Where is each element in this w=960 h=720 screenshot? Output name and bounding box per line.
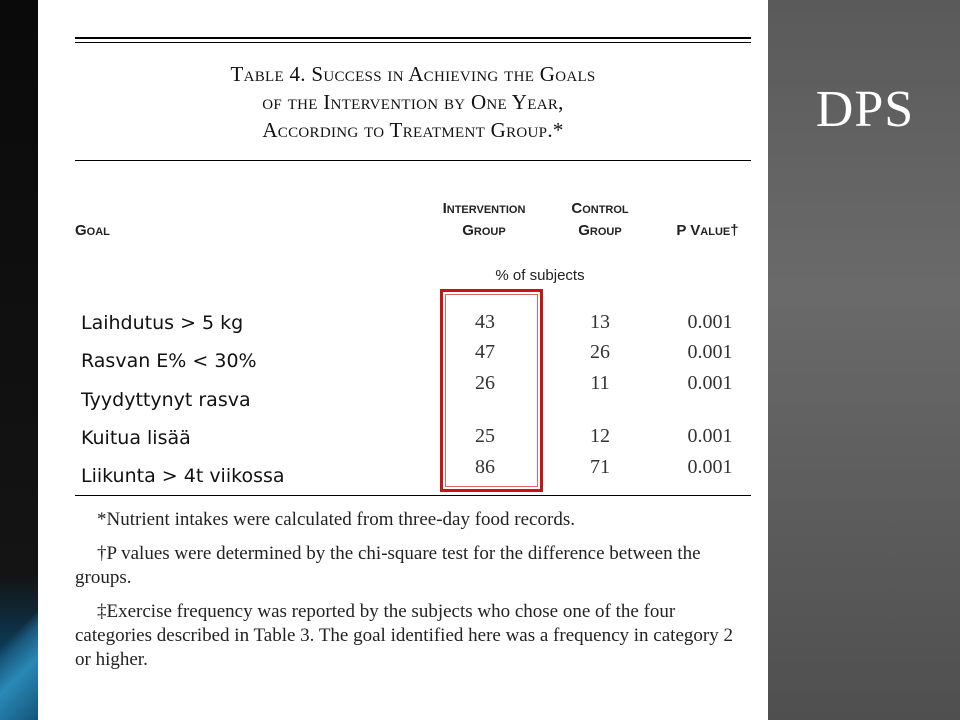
control-value: 12 xyxy=(590,425,610,447)
table-caption-line2: of the Intervention by One Year, xyxy=(262,90,564,114)
goal-label: Laihdutus > 5 kg xyxy=(81,312,244,334)
caption-rule xyxy=(75,160,751,161)
p-value: 0.001 xyxy=(687,341,733,363)
footnote-3: ‡Exercise frequency was reported by the subjects who chose one of the four categories described in Table 3. The goal identified here was a frequency in category 2 or higher. xyxy=(75,601,733,670)
header-control xyxy=(550,198,650,242)
footnote-1: *Nutrient intakes were calculated from three-day food records. xyxy=(97,509,575,530)
table-caption xyxy=(75,60,751,144)
header-intervention-line1: Intervention xyxy=(442,200,526,217)
table-caption-line3: According to Treatment Group.* xyxy=(262,118,564,142)
header-intervention-line2: Group xyxy=(462,222,506,239)
intervention-highlight-box xyxy=(440,289,543,492)
top-double-rule-2 xyxy=(75,42,751,43)
intervention-value: 47 xyxy=(475,341,495,363)
intervention-value: 25 xyxy=(475,425,495,447)
table-caption-line1: Table 4. Success in Achieving the Goals xyxy=(230,62,596,86)
slide-title: DPS xyxy=(815,81,915,138)
control-value: 11 xyxy=(590,372,610,394)
intervention-value: 43 xyxy=(475,311,495,333)
goal-label: Tyydyttynyt rasva xyxy=(81,389,251,411)
header-intervention xyxy=(420,198,548,242)
header-goal: Goal xyxy=(75,222,110,239)
footnote-2: †P values were determined by the chi-square test for the difference between the groups. xyxy=(75,543,701,588)
teal-corner-decoration xyxy=(0,600,38,720)
p-value: 0.001 xyxy=(687,456,733,478)
intervention-value: 26 xyxy=(475,372,495,394)
header-control-line1: Control xyxy=(571,200,629,217)
top-double-rule-1 xyxy=(75,37,751,39)
goal-label: Liikunta > 4t viikossa xyxy=(81,465,285,487)
p-value: 0.001 xyxy=(687,425,733,447)
control-value: 13 xyxy=(590,311,610,333)
control-value: 26 xyxy=(590,341,610,363)
goal-label: Rasvan E% < 30% xyxy=(81,350,257,372)
header-control-line2: Group xyxy=(578,222,622,239)
header-pvalue: P Value† xyxy=(676,222,739,239)
intervention-value: 86 xyxy=(475,456,495,478)
goal-label: Kuitua lisää xyxy=(81,427,191,449)
units-label: % of subjects xyxy=(495,267,585,284)
p-value: 0.001 xyxy=(687,311,733,333)
control-value: 71 xyxy=(590,456,610,478)
p-value: 0.001 xyxy=(687,372,733,394)
table-bottom-rule xyxy=(75,495,751,496)
